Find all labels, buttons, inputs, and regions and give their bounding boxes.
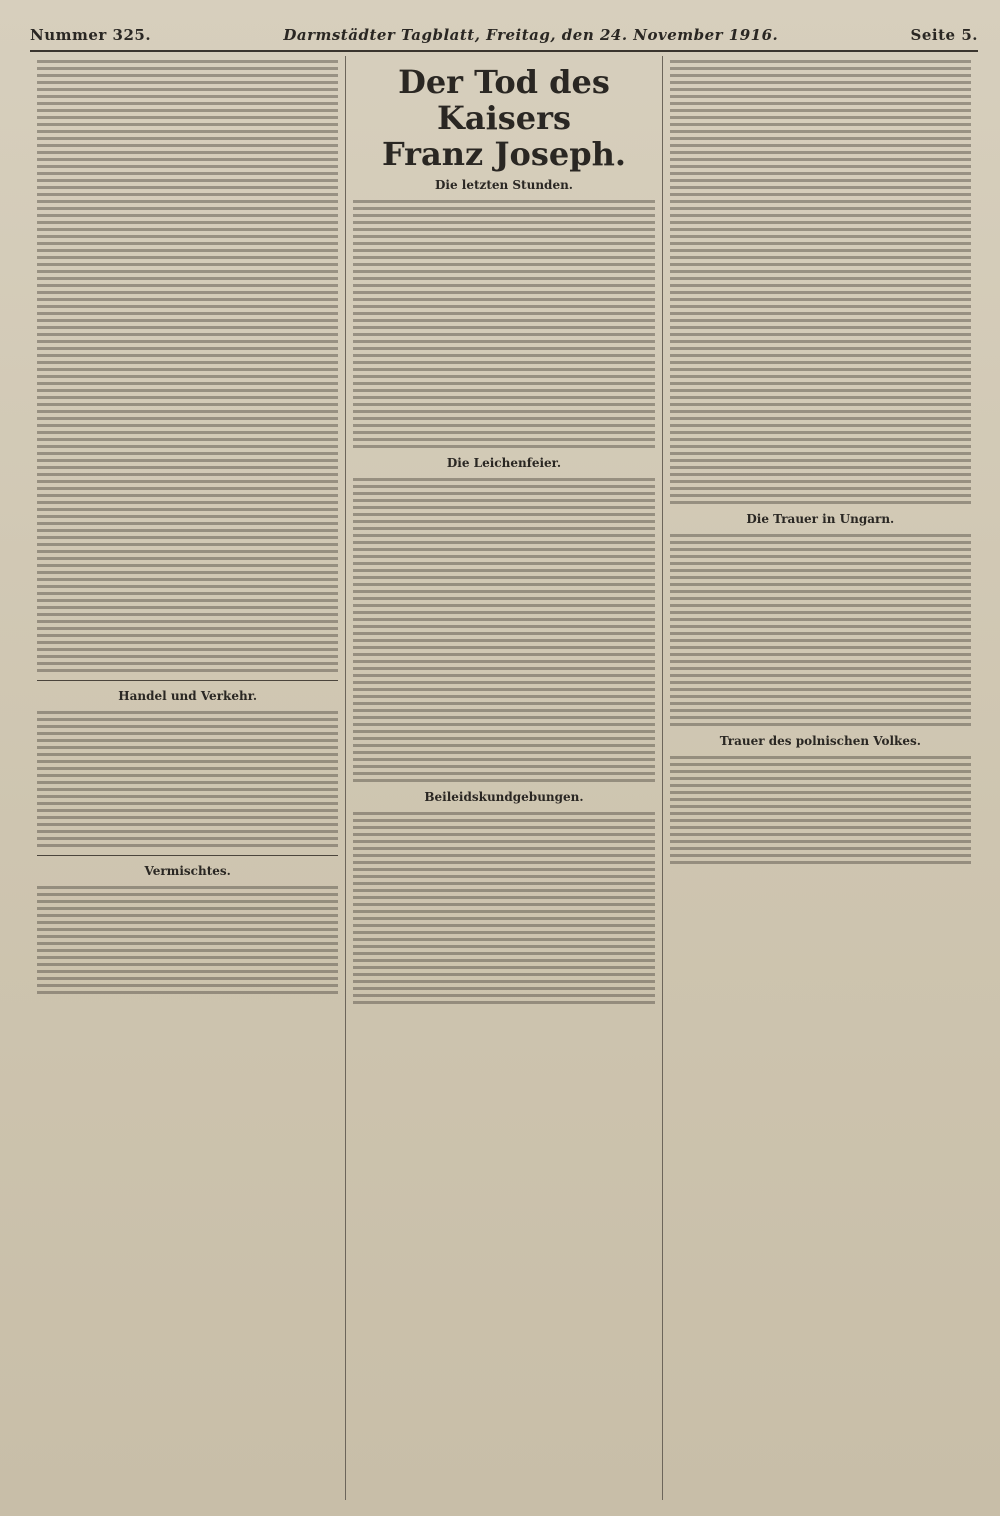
newspaper-dateline: Darmstädter Tagblatt, Freitag, den 24. November 1916. xyxy=(283,26,779,44)
subheading-funeral: Die Leichenfeier. xyxy=(446,456,562,470)
text-block xyxy=(37,60,338,672)
text-block xyxy=(37,886,338,994)
column-right xyxy=(662,56,978,1500)
text-block xyxy=(353,812,654,1004)
issue-number: Nummer 325. xyxy=(30,26,152,44)
subheading-polish-mourning: Trauer des polnischen Volkes. xyxy=(719,734,921,748)
subheading-hungary-mourning: Die Trauer in Ungarn. xyxy=(746,512,895,526)
text-block xyxy=(353,478,654,782)
page-header xyxy=(30,26,978,52)
main-headline xyxy=(353,64,654,172)
text-block xyxy=(353,200,654,448)
subheading-last-hours: Die letzten Stunden. xyxy=(434,178,573,192)
column-middle xyxy=(345,56,661,1500)
headline-line-2: Franz Joseph. xyxy=(382,135,626,173)
headline-line-1: Der Tod des Kaisers xyxy=(398,63,610,137)
text-block xyxy=(37,711,338,847)
subheading-condolences: Beileidskundgebungen. xyxy=(424,790,584,804)
column-left xyxy=(30,56,345,1500)
text-block xyxy=(670,60,971,504)
section-heading: Vermischtes. xyxy=(144,864,231,878)
section-heading: Handel und Verkehr. xyxy=(118,689,258,703)
article-columns xyxy=(30,56,978,1500)
text-block xyxy=(670,756,971,864)
text-block xyxy=(670,534,971,726)
page-number: Seite 5. xyxy=(910,26,978,44)
